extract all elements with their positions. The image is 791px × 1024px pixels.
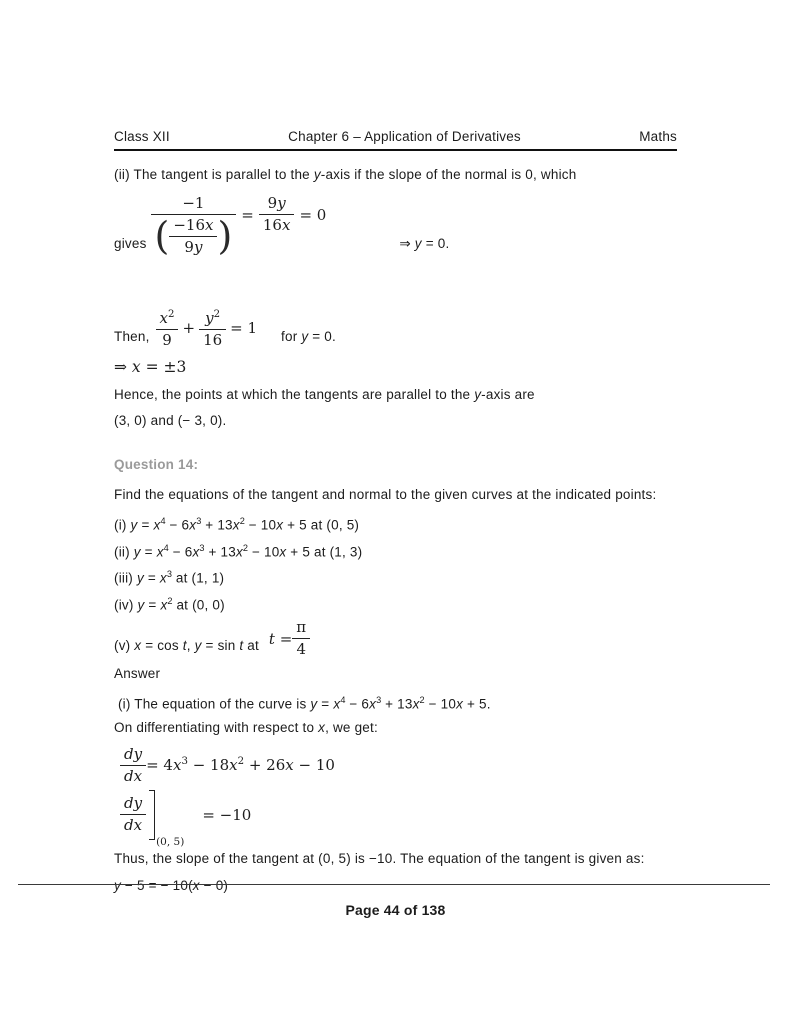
answer-curve-equation: (i) The equation of the curve is $y = x^4 - 6x^3 + 13x^2 - 10x + 5$. bbox=[114, 695, 491, 712]
pi-numerator: π bbox=[292, 618, 310, 639]
pi-fraction bbox=[292, 618, 310, 659]
dx-denominator: dx bbox=[124, 766, 143, 785]
evaluation-bracket bbox=[149, 790, 155, 840]
t-equals: t = bbox=[268, 629, 293, 648]
derivative-rhs: = $4x^3 - 18x^2 + 26x - 10$ bbox=[146, 756, 335, 774]
header-class-label: Class XII bbox=[114, 129, 170, 144]
for-y-zero: for y = 0. bbox=[281, 329, 336, 344]
x-squared-fraction bbox=[156, 305, 179, 350]
answer-label: Answer bbox=[114, 666, 161, 681]
footer-rule bbox=[18, 884, 770, 885]
x2-numerator: $x^2$ bbox=[156, 305, 179, 330]
right-paren: ) bbox=[217, 214, 233, 259]
page-header bbox=[114, 129, 677, 151]
equals-sign: = bbox=[241, 206, 254, 224]
outer-fraction bbox=[151, 194, 237, 257]
curve-item-v: (v) x = cos t, y = sin t at bbox=[114, 638, 263, 653]
equals-zero: = 0 bbox=[299, 206, 327, 224]
differentiate-statement: On differentiating with respect to x, we get: bbox=[114, 719, 378, 735]
dydx-fraction bbox=[120, 745, 146, 786]
dy-numerator: dy bbox=[120, 745, 146, 766]
dx-at-denominator: dx bbox=[124, 816, 143, 834]
question-heading: Question 14: bbox=[114, 457, 199, 472]
curve-list bbox=[114, 510, 731, 616]
equals-minus-ten: = −10 bbox=[202, 805, 252, 824]
equation-derivative-at-point bbox=[120, 790, 731, 848]
y-squared-fraction bbox=[199, 305, 226, 350]
then-label: Then, bbox=[114, 329, 150, 344]
header-chapter-title: Chapter 6 – Application of Derivatives bbox=[288, 129, 521, 144]
page-content bbox=[0, 164, 791, 897]
evaluation-point-subscript: (0, 5) bbox=[156, 835, 185, 848]
x2-denominator: 9 bbox=[162, 331, 172, 349]
inner-denominator: 9y bbox=[184, 238, 203, 256]
statement-tangent-parallel: (ii) The tangent is parallel to the y-axis if the slope of the normal is 0, which bbox=[114, 167, 577, 182]
rhs-numerator: 9y bbox=[259, 194, 295, 215]
pi-denominator: 4 bbox=[296, 640, 306, 658]
implies-x-pm3: ⇒ x = ±3 bbox=[114, 358, 187, 376]
y2-numerator: $y^2$ bbox=[199, 305, 226, 330]
hence-statement: Hence, the points at which the tangents are parallel to the y-axis are bbox=[114, 387, 535, 402]
gives-label: gives bbox=[114, 236, 147, 251]
curve-item-ii: (ii) $y = x^4 - 6x^3 + 13x^2 - 10x + 5$ at (1, 3) bbox=[114, 542, 363, 559]
equation-ellipse bbox=[156, 305, 262, 350]
question-prompt: Find the equations of the tangent and normal to the given curves at the indicated points: bbox=[114, 487, 657, 502]
page-number-label: Page 44 of 138 bbox=[345, 902, 446, 918]
thus-statement: Thus, the slope of the tangent at (0, 5) is −10. The equation of the tangent is given as: bbox=[114, 850, 645, 866]
dydx-at-fraction bbox=[120, 794, 146, 835]
equation-derivative bbox=[120, 745, 731, 786]
implies-y-zero: ⇒ y = 0. bbox=[399, 236, 450, 251]
equation-normal-slope bbox=[151, 194, 332, 257]
ellipse-equation-row bbox=[114, 305, 731, 348]
equation-t-pi-over-4 bbox=[269, 618, 310, 659]
curve-item-iv: (iv) $y = x^2$ at (0, 0) bbox=[114, 595, 225, 612]
y2-denominator: 16 bbox=[203, 331, 223, 349]
outer-numerator: −1 bbox=[151, 194, 237, 215]
inner-numerator: −16x bbox=[169, 216, 217, 237]
equals-one: = 1 bbox=[230, 318, 258, 337]
rhs-fraction bbox=[259, 194, 295, 235]
left-paren: ( bbox=[154, 214, 170, 259]
curve-item-i: (i) $y = x^4 - 6x^3 + 13x^2 - 10x + 5$ at (0, 5) bbox=[114, 516, 360, 533]
curve-item-iii: (iii) $y = x^3$ at (1, 1) bbox=[114, 569, 225, 586]
tangent-equation-line: y − 5 = − 10(x − 0) bbox=[114, 877, 229, 893]
header-subject-label: Maths bbox=[639, 129, 677, 144]
rhs-denominator: 16x bbox=[262, 216, 291, 234]
equation-normal-slope-row bbox=[114, 192, 731, 259]
plus-sign: + bbox=[182, 318, 196, 337]
dy-at-numerator: dy bbox=[120, 794, 146, 815]
tangent-points: (3, 0) and (− 3, 0). bbox=[114, 413, 227, 428]
outer-denominator bbox=[151, 215, 237, 257]
curve-item-v-row bbox=[114, 618, 731, 657]
inner-fraction bbox=[169, 216, 217, 257]
